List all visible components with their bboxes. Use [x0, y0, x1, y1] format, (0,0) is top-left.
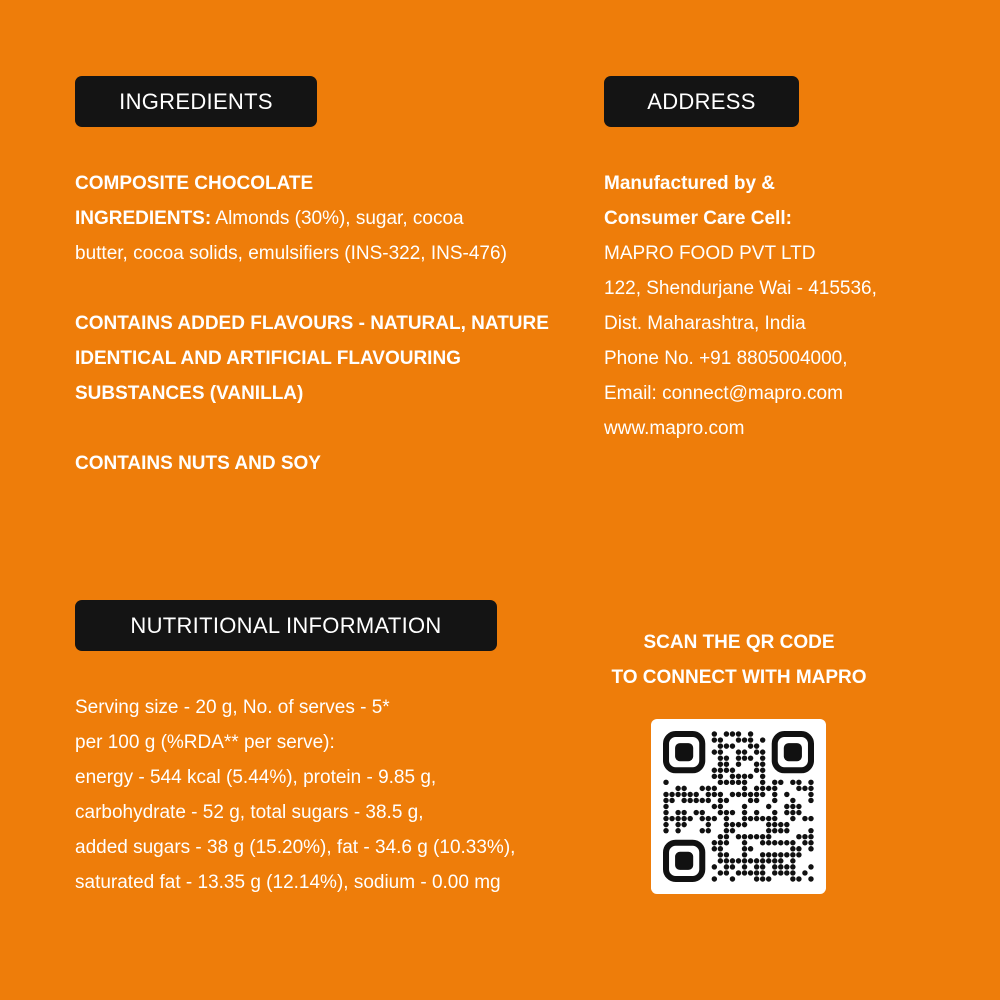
- phone-number: Phone No. +91 8805004000,: [604, 348, 848, 369]
- flavours-line-3: SUBSTANCES (VANILLA): [75, 383, 304, 404]
- address-section: [604, 166, 974, 446]
- nutrition-heading-text: NUTRITIONAL INFORMATION: [130, 612, 442, 638]
- address-bold-line-1: Manufactured by &: [604, 173, 776, 194]
- qr-caption-line-1: SCAN THE QR CODE: [643, 632, 835, 653]
- nutrition-line: per 100 g (%RDA** per serve):: [75, 732, 335, 753]
- ingredients-heading: [75, 76, 317, 127]
- flavours-line-2: IDENTICAL AND ARTIFICIAL FLAVOURING: [75, 348, 461, 369]
- email-address: Email: connect@mapro.com: [604, 383, 843, 404]
- district-state: Dist. Maharashtra, India: [604, 313, 806, 334]
- nutrition-line: saturated fat - 13.35 g (12.14%), sodium - 0.00 mg: [75, 872, 501, 893]
- flavours-line-1: CONTAINS ADDED FLAVOURS - NATURAL, NATURE: [75, 313, 549, 334]
- nutrition-heading: [75, 600, 497, 651]
- address-heading: [604, 76, 799, 127]
- allergen-statement: CONTAINS NUTS AND SOY: [75, 453, 321, 474]
- nutrition-line: added sugars - 38 g (15.20%), fat - 34.6 g (10.33%),: [75, 837, 516, 858]
- street-address: 122, Shendurjane Wai - 415536,: [604, 278, 877, 299]
- nutrition-line: carbohydrate - 52 g, total sugars - 38.5 g,: [75, 802, 424, 823]
- ingredients-section: [75, 166, 575, 481]
- qr-caption: [604, 625, 874, 695]
- ingredients-list-start: Almonds (30%), sugar, cocoa: [211, 208, 464, 229]
- qr-code-icon: [663, 731, 814, 882]
- qr-code[interactable]: [651, 719, 826, 894]
- nutrition-section: [75, 690, 595, 900]
- website: www.mapro.com: [604, 418, 745, 439]
- ingredients-label: INGREDIENTS:: [75, 208, 212, 229]
- address-bold-line-2: Consumer Care Cell:: [604, 208, 792, 229]
- address-heading-text: ADDRESS: [647, 88, 756, 114]
- company-name: MAPRO FOOD PVT LTD: [604, 243, 816, 264]
- nutrition-line: energy - 544 kcal (5.44%), protein - 9.85 g,: [75, 767, 437, 788]
- ingredients-line-1: COMPOSITE CHOCOLATE: [75, 173, 314, 194]
- ingredients-line-3: butter, cocoa solids, emulsifiers (INS-322, INS-476): [75, 243, 507, 264]
- qr-caption-line-2: TO CONNECT WITH MAPRO: [611, 667, 867, 688]
- nutrition-line: Serving size - 20 g, No. of serves - 5*: [75, 697, 390, 718]
- ingredients-line-2: [75, 201, 575, 236]
- ingredients-heading-text: INGREDIENTS: [119, 88, 273, 114]
